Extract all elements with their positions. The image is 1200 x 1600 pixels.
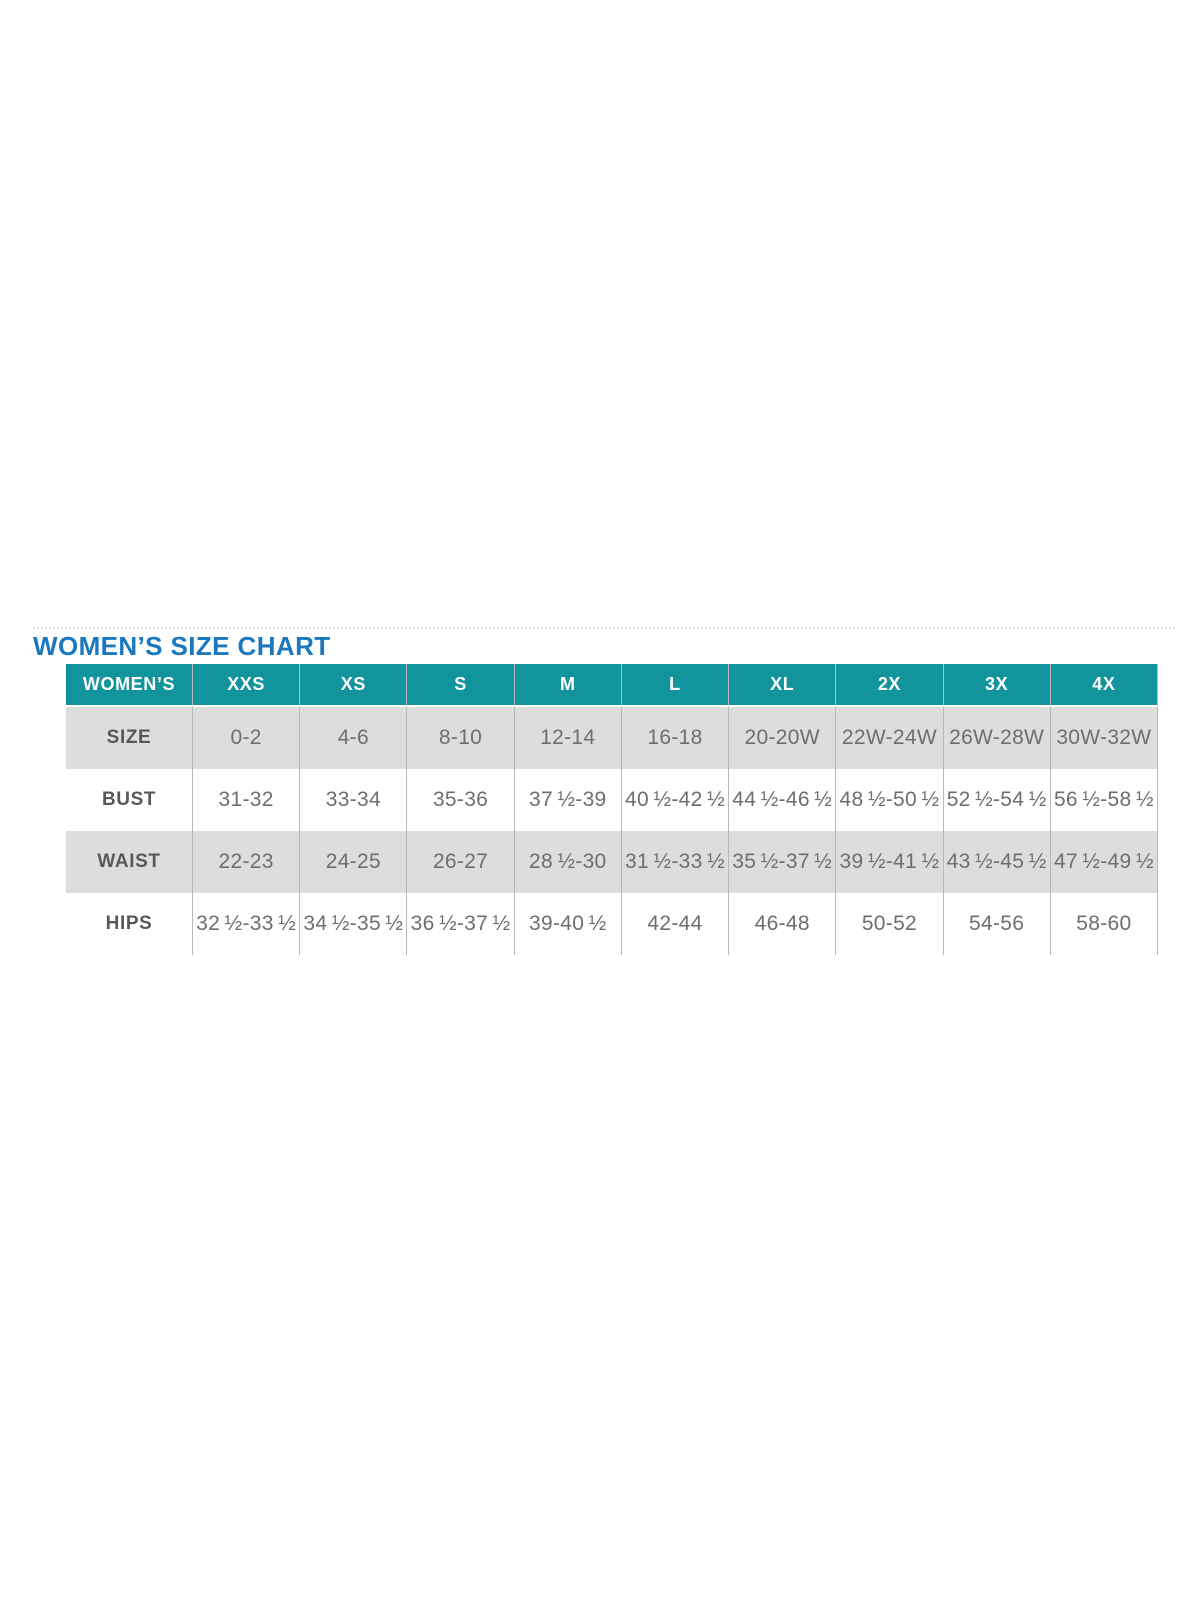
page-title: WOMEN’S SIZE CHART xyxy=(33,631,331,661)
size-value-cell: 52 ½-54 ½ xyxy=(944,769,1051,831)
size-value-cell: 35-36 xyxy=(407,769,514,831)
size-value-cell: 4-6 xyxy=(300,707,407,769)
row-label: BUST xyxy=(66,769,193,831)
header-cell-4x: 4X xyxy=(1051,664,1158,707)
header-cell-s: S xyxy=(407,664,514,707)
size-value-cell: 42-44 xyxy=(622,893,729,955)
size-value-cell: 37 ½-39 xyxy=(515,769,622,831)
table-body xyxy=(66,707,1158,955)
size-value-cell: 35 ½-37 ½ xyxy=(729,831,836,893)
size-value-cell: 50-52 xyxy=(836,893,943,955)
size-value-cell: 33-34 xyxy=(300,769,407,831)
header-cell-xl: XL xyxy=(729,664,836,707)
size-chart-table xyxy=(66,664,1158,955)
size-value-cell: 28 ½-30 xyxy=(515,831,622,893)
row-label: SIZE xyxy=(66,707,193,769)
size-value-cell: 16-18 xyxy=(622,707,729,769)
row-label: WAIST xyxy=(66,831,193,893)
size-value-cell: 32 ½-33 ½ xyxy=(193,893,300,955)
size-value-cell: 48 ½-50 ½ xyxy=(836,769,943,831)
size-value-cell: 54-56 xyxy=(944,893,1051,955)
size-value-cell: 43 ½-45 ½ xyxy=(944,831,1051,893)
size-value-cell: 12-14 xyxy=(515,707,622,769)
row-label: HIPS xyxy=(66,893,193,955)
table-row-bust xyxy=(66,769,1158,831)
size-value-cell: 22W-24W xyxy=(836,707,943,769)
table-row-waist xyxy=(66,831,1158,893)
size-value-cell: 31 ½-33 ½ xyxy=(622,831,729,893)
size-value-cell: 20-20W xyxy=(729,707,836,769)
size-value-cell: 26-27 xyxy=(407,831,514,893)
dotted-divider xyxy=(33,627,1175,629)
size-value-cell: 0-2 xyxy=(193,707,300,769)
header-cell-2x: 2X xyxy=(836,664,943,707)
size-value-cell: 47 ½-49 ½ xyxy=(1051,831,1158,893)
header-cell-womens: WOMEN’S xyxy=(66,664,193,707)
size-value-cell: 44 ½-46 ½ xyxy=(729,769,836,831)
size-value-cell: 58-60 xyxy=(1051,893,1158,955)
size-value-cell: 24-25 xyxy=(300,831,407,893)
table-header xyxy=(66,664,1158,707)
size-value-cell: 36 ½-37 ½ xyxy=(407,893,514,955)
table-row-hips xyxy=(66,893,1158,955)
size-value-cell: 46-48 xyxy=(729,893,836,955)
table-row-size xyxy=(66,707,1158,769)
header-cell-xxs: XXS xyxy=(193,664,300,707)
size-value-cell: 56 ½-58 ½ xyxy=(1051,769,1158,831)
size-value-cell: 22-23 xyxy=(193,831,300,893)
size-value-cell: 39 ½-41 ½ xyxy=(836,831,943,893)
size-value-cell: 8-10 xyxy=(407,707,514,769)
size-value-cell: 30W-32W xyxy=(1051,707,1158,769)
header-cell-l: L xyxy=(622,664,729,707)
header-cell-xs: XS xyxy=(300,664,407,707)
header-cell-3x: 3X xyxy=(944,664,1051,707)
size-value-cell: 31-32 xyxy=(193,769,300,831)
size-value-cell: 26W-28W xyxy=(944,707,1051,769)
header-row xyxy=(66,664,1158,707)
size-value-cell: 34 ½-35 ½ xyxy=(300,893,407,955)
size-value-cell: 39-40 ½ xyxy=(515,893,622,955)
header-cell-m: M xyxy=(515,664,622,707)
size-value-cell: 40 ½-42 ½ xyxy=(622,769,729,831)
